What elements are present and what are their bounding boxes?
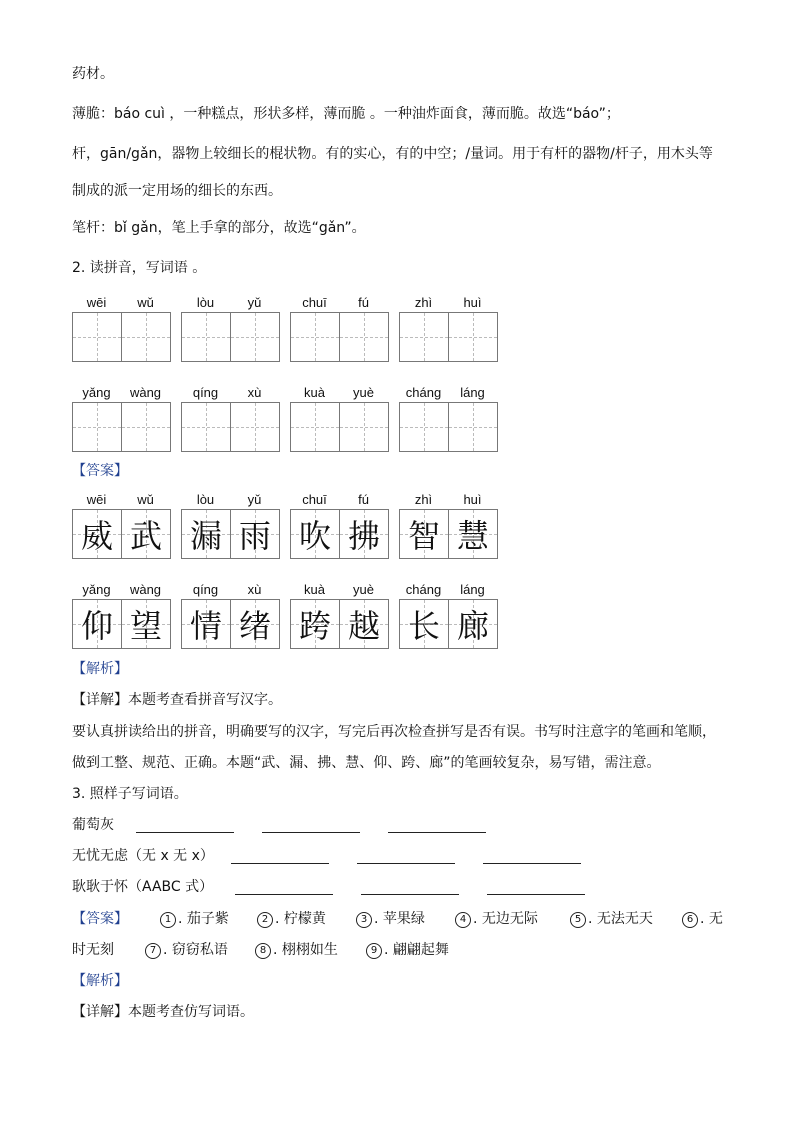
word-grid xyxy=(181,581,280,649)
hanzi-character: 跨 xyxy=(298,607,331,645)
answer-blank[interactable] xyxy=(235,893,333,895)
answer-text: 无 xyxy=(708,911,723,927)
pinyin-label: yǔ xyxy=(247,295,262,310)
text-line: 制成的派一定用场的细长的东西。 xyxy=(72,183,282,199)
writing-cell[interactable] xyxy=(400,313,449,361)
hanzi-character xyxy=(449,313,497,361)
detail-line: 【详解】本题考查看拼音写汉字。 xyxy=(72,692,282,708)
hanzi-character xyxy=(449,403,497,451)
answer-number: 3 xyxy=(356,912,372,928)
word-grid xyxy=(399,294,498,362)
writing-cell[interactable] xyxy=(291,313,340,361)
hanzi-character: 慧 xyxy=(456,517,489,555)
pinyin-label: lòu xyxy=(196,492,215,507)
prompt-line: 葡萄灰 xyxy=(72,817,114,833)
pinyin-label: chuī xyxy=(302,492,327,507)
writing-cell[interactable] xyxy=(122,510,170,558)
hanzi-character: 智 xyxy=(407,517,440,555)
pinyin-label: chuī xyxy=(302,295,327,310)
answer-blank[interactable] xyxy=(361,893,459,895)
writing-cell[interactable] xyxy=(73,600,122,648)
pinyin-grid-row xyxy=(72,294,498,362)
answer-text: 柠檬黄 xyxy=(283,911,326,927)
answer-item xyxy=(72,940,114,960)
writing-cell[interactable] xyxy=(340,313,388,361)
hanzi-character xyxy=(340,313,388,361)
writing-cell[interactable] xyxy=(122,600,170,648)
answer-item: 9 . 翩翩起舞 xyxy=(366,940,449,960)
pinyin-label: qíng xyxy=(192,582,219,597)
detail-line: 【详解】本题考查仿写词语。 xyxy=(72,1004,254,1020)
hanzi-character: 望 xyxy=(129,607,162,645)
word-grid xyxy=(399,491,498,559)
answer-label: 【答案】 xyxy=(72,911,128,927)
pinyin-label: wēi xyxy=(86,492,107,507)
answer-number: 1 xyxy=(160,912,176,928)
question-3-title: 3. 照样子写词语。 xyxy=(72,786,188,802)
writing-cell[interactable] xyxy=(340,403,388,451)
hanzi-character xyxy=(340,403,388,451)
pinyin-label: yuè xyxy=(353,385,374,400)
answer-blank[interactable] xyxy=(231,862,329,864)
answer-number: 6 xyxy=(682,912,698,928)
pinyin-label: láng xyxy=(460,385,485,400)
answer-number: 5 xyxy=(570,912,586,928)
hanzi-character: 廊 xyxy=(456,607,489,645)
pinyin-label: lòu xyxy=(196,295,215,310)
text-line: 药材。 xyxy=(72,66,114,82)
answer-blank[interactable] xyxy=(357,862,455,864)
pinyin-label: yǎng xyxy=(82,582,111,597)
pinyin-label: wǔ xyxy=(137,492,154,507)
pinyin-label: kuà xyxy=(304,582,325,597)
answer-number: 8 xyxy=(255,943,271,959)
writing-cell[interactable] xyxy=(73,313,122,361)
answer-item: 8 . 栩栩如生 xyxy=(255,940,338,960)
answer-blank[interactable] xyxy=(388,831,486,833)
writing-cell[interactable] xyxy=(73,510,122,558)
pinyin-label: fú xyxy=(358,492,369,507)
word-grid xyxy=(181,294,280,362)
word-grid xyxy=(72,384,171,452)
writing-cell[interactable] xyxy=(291,403,340,451)
answer-item: 1 . 茄子紫 xyxy=(160,909,229,929)
text-line: 笔杆：bǐ gǎn，笔上手拿的部分，故选“gǎn”。 xyxy=(72,220,366,236)
writing-cell[interactable] xyxy=(73,403,122,451)
prompt-line: 无忧无虑（无 x 无 x） xyxy=(72,848,214,864)
word-grid xyxy=(290,581,389,649)
writing-cell[interactable] xyxy=(340,600,388,648)
answer-text: 翩翩起舞 xyxy=(392,942,449,958)
word-grid xyxy=(290,294,389,362)
pinyin-label: zhì xyxy=(414,492,433,507)
answer-item: 4 . 无边无际 xyxy=(455,909,538,929)
hanzi-character xyxy=(182,313,230,361)
pinyin-label: wàng xyxy=(129,582,162,597)
hanzi-character xyxy=(400,403,448,451)
word-grid xyxy=(181,491,280,559)
word-grid xyxy=(399,581,498,649)
answer-item: 2 . 柠檬黄 xyxy=(257,909,326,929)
hanzi-character: 吹 xyxy=(298,517,331,555)
pinyin-label: qíng xyxy=(192,385,219,400)
word-grid xyxy=(72,294,171,362)
writing-cell[interactable] xyxy=(449,403,497,451)
pinyin-label: yuè xyxy=(353,582,374,597)
answer-grid-row xyxy=(72,581,498,649)
writing-cell[interactable] xyxy=(122,403,170,451)
pinyin-grid-row xyxy=(72,384,498,452)
hanzi-character xyxy=(122,403,170,451)
question-2-title: 2. 读拼音，写词语 。 xyxy=(72,260,207,276)
answer-text: 苹果绿 xyxy=(382,911,425,927)
pinyin-label: yǎng xyxy=(82,385,111,400)
analysis-label: 【解析】 xyxy=(72,973,128,989)
hanzi-character: 越 xyxy=(347,607,380,645)
hanzi-character: 长 xyxy=(407,607,440,645)
hanzi-character xyxy=(291,403,339,451)
answer-number: 7 xyxy=(145,943,161,959)
writing-cell[interactable] xyxy=(449,313,497,361)
hanzi-character xyxy=(291,313,339,361)
hanzi-character xyxy=(73,403,121,451)
pinyin-label: wǔ xyxy=(137,295,154,310)
analysis-label: 【解析】 xyxy=(72,661,128,677)
pinyin-label: cháng xyxy=(405,582,442,597)
hanzi-character: 威 xyxy=(80,517,113,555)
pinyin-label: zhì xyxy=(414,295,433,310)
pinyin-label: yǔ xyxy=(247,492,262,507)
answer-item: 3 . 苹果绿 xyxy=(356,909,425,929)
answer-item: 7 . 窃窃私语 xyxy=(145,940,228,960)
hanzi-character xyxy=(182,403,230,451)
writing-cell[interactable] xyxy=(400,510,449,558)
word-grid xyxy=(290,384,389,452)
hanzi-character xyxy=(231,403,279,451)
answer-item: 5 . 无法无天 xyxy=(570,909,653,929)
pinyin-label: wàng xyxy=(129,385,162,400)
answer-blank[interactable] xyxy=(487,893,585,895)
word-grid xyxy=(181,384,280,452)
writing-cell[interactable] xyxy=(449,600,497,648)
writing-cell[interactable] xyxy=(182,313,231,361)
answer-number: 9 xyxy=(366,943,382,959)
writing-cell[interactable] xyxy=(182,510,231,558)
hanzi-character xyxy=(400,313,448,361)
answer-item: 6 . 无 xyxy=(682,909,723,929)
hanzi-character xyxy=(73,313,121,361)
pinyin-label: cháng xyxy=(405,385,442,400)
hanzi-character: 绪 xyxy=(238,607,271,645)
hanzi-character xyxy=(231,313,279,361)
answer-text: 无法无天 xyxy=(596,911,653,927)
word-grid xyxy=(72,491,171,559)
answer-text: 栩栩如生 xyxy=(281,942,338,958)
writing-cell[interactable] xyxy=(291,510,340,558)
answer-label: 【答案】 xyxy=(72,463,128,479)
text-line: 薄脆：báo cuì ，一种糕点，形状多样，薄而脆 。一种油炸面食，薄而脆。故选“báo”； xyxy=(72,106,620,122)
hanzi-character: 拂 xyxy=(347,517,380,555)
pinyin-label: xù xyxy=(247,385,262,400)
writing-cell[interactable] xyxy=(340,510,388,558)
answer-text: 无边无际 xyxy=(481,911,538,927)
answer-text: 窃窃私语 xyxy=(171,942,228,958)
word-grid xyxy=(399,384,498,452)
answer-blank[interactable] xyxy=(136,831,234,833)
writing-cell[interactable] xyxy=(400,403,449,451)
writing-cell[interactable] xyxy=(182,403,231,451)
prompt-line: 耿耿于怀（AABC 式） xyxy=(72,879,214,895)
hanzi-character: 武 xyxy=(129,517,162,555)
answer-blank[interactable] xyxy=(483,862,581,864)
answer-grid-row xyxy=(72,491,498,559)
writing-cell[interactable] xyxy=(231,510,279,558)
hanzi-character: 漏 xyxy=(189,517,222,555)
answer-text: 时无刻 xyxy=(72,942,114,958)
text-line: 做到工整、规范、正确。本题“武、漏、拂、慧、仰、跨、廊”的笔画较复杂，易写错，需注意。 xyxy=(72,755,661,771)
writing-cell[interactable] xyxy=(231,313,279,361)
text-line: 杆，gān/gǎn，器物上较细长的棍状物。有的实心，有的中空；/量词。用于有杆的器物/杆子，用木头等 xyxy=(72,146,713,162)
pinyin-label: fú xyxy=(358,295,369,310)
hanzi-character: 仰 xyxy=(80,607,113,645)
pinyin-label: xù xyxy=(247,582,262,597)
hanzi-character: 雨 xyxy=(238,517,271,555)
answer-blank[interactable] xyxy=(262,831,360,833)
pinyin-label: láng xyxy=(460,582,485,597)
hanzi-character xyxy=(122,313,170,361)
answer-number: 4 xyxy=(455,912,471,928)
text-line: 要认真拼读给出的拼音，明确要写的汉字，写完后再次检查拼写是否有误。书写时注意字的笔画和笔顺， xyxy=(72,724,716,740)
hanzi-character: 情 xyxy=(189,607,222,645)
pinyin-label: kuà xyxy=(304,385,325,400)
pinyin-label: wēi xyxy=(86,295,107,310)
writing-cell[interactable] xyxy=(182,600,231,648)
writing-cell[interactable] xyxy=(449,510,497,558)
writing-cell[interactable] xyxy=(231,403,279,451)
writing-cell[interactable] xyxy=(122,313,170,361)
pinyin-label: huì xyxy=(463,295,482,310)
writing-cell[interactable] xyxy=(400,600,449,648)
writing-cell[interactable] xyxy=(231,600,279,648)
answer-text: 茄子紫 xyxy=(186,911,229,927)
pinyin-label: huì xyxy=(463,492,482,507)
word-grid xyxy=(290,491,389,559)
writing-cell[interactable] xyxy=(291,600,340,648)
answer-number: 2 xyxy=(257,912,273,928)
word-grid xyxy=(72,581,171,649)
